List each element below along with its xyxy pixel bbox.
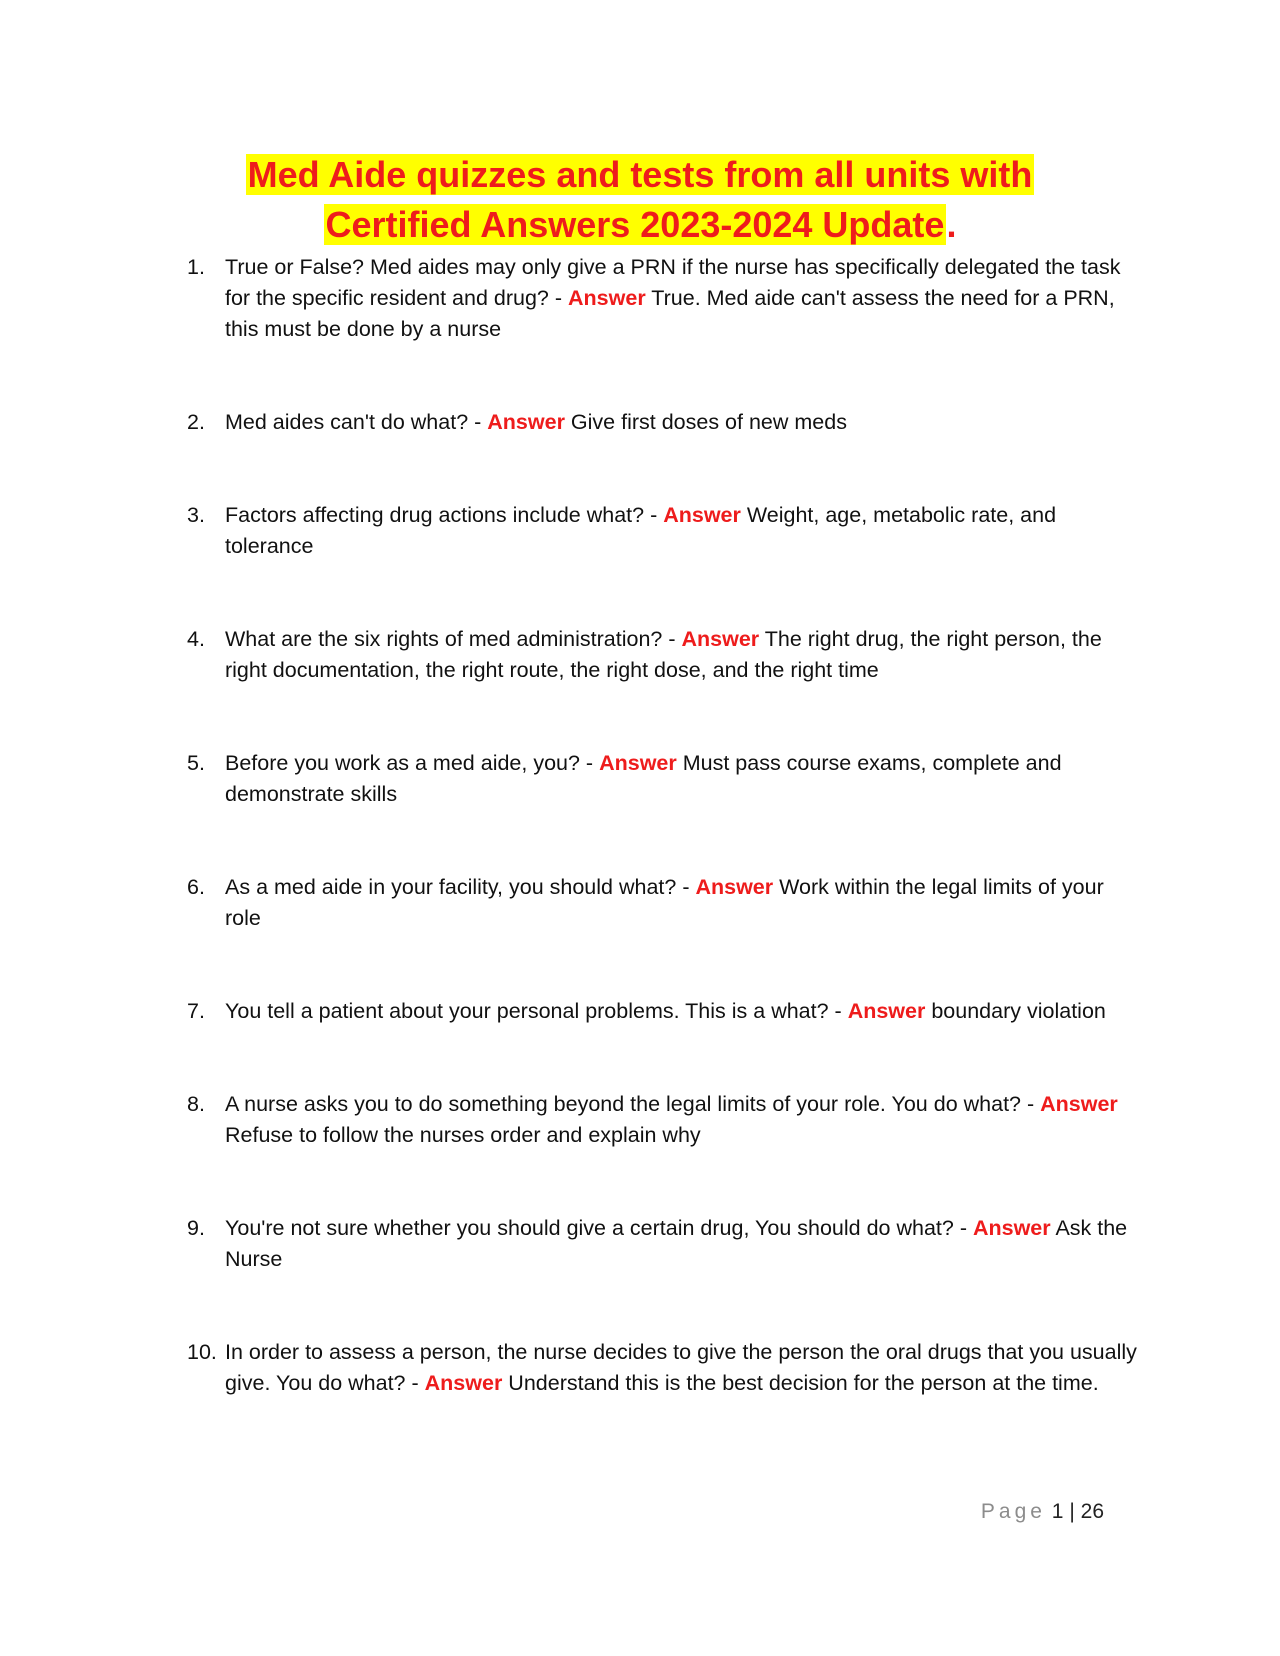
question-text: A nurse asks you to do something beyond the legal limits of your role. You do what? - [225, 1092, 1035, 1116]
answer-label: Answer [568, 286, 646, 310]
answer-text: boundary violation [931, 999, 1106, 1023]
question-item [187, 872, 1142, 934]
answer-label: Answer [487, 410, 565, 434]
page-footer [981, 1500, 1104, 1524]
question-number: 2. [187, 410, 205, 434]
question-number: 1. [187, 255, 205, 279]
answer-label: Answer [695, 875, 774, 899]
answer-text: Must pass course exams, complete and demonstrate skills [225, 751, 1062, 806]
answer-text: True. Med aide can't assess the need for a PRN, this must be done by a nurse [225, 286, 1115, 341]
answer-text: Work within the legal limits of your role [225, 875, 1104, 930]
question-item [187, 1213, 1142, 1275]
question-item [187, 996, 1142, 1027]
question-item [187, 252, 1142, 345]
question-text: You're not sure whether you should give a certain drug, You should do what? - [225, 1216, 967, 1240]
question-text: Med aides can't do what? - [225, 410, 482, 434]
page-separator: | [1069, 1500, 1075, 1523]
question-number: 7. [187, 999, 205, 1023]
question-text: In order to assess a person, the nurse decides to give the person the oral drugs that you usually give. You do what? - [225, 1340, 1137, 1395]
answer-label: Answer [681, 627, 760, 651]
answer-text: Weight, age, metabolic rate, and tolerance [225, 503, 1057, 558]
title-period: . [946, 204, 957, 245]
answer-label: Answer [599, 751, 677, 775]
question-item [187, 624, 1142, 686]
answer-text: Refuse to follow the nurses order and explain why [225, 1123, 701, 1147]
question-text: As a med aide in your facility, you should what? - [225, 875, 690, 899]
answer-text: Ask the Nurse [225, 1216, 1128, 1271]
question-number: 6. [187, 875, 205, 899]
question-text: What are the six rights of med administration? - [225, 627, 676, 651]
question-number: 10. [187, 1340, 217, 1364]
question-number: 3. [187, 503, 205, 527]
answer-label: Answer [847, 999, 926, 1023]
question-item [187, 1337, 1142, 1399]
question-list [187, 252, 1142, 1461]
answer-text: Give first doses of new meds [570, 410, 847, 434]
question-text: True or False? Med aides may only give a PRN if the nurse has specifically delegated the task for the specific resident and drug? - [225, 255, 1121, 310]
answer-text: The right drug, the right person, the right documentation, the right route, the right dose, and the right time [225, 627, 1102, 682]
answer-text: Understand this is the best decision for the person at the time. [508, 1371, 1099, 1395]
question-item [187, 500, 1142, 562]
page-current: 1 [1051, 1500, 1064, 1523]
question-item [187, 1089, 1142, 1151]
title-line-2: Certified Answers 2023-2024 Update [325, 204, 945, 245]
answer-label: Answer [663, 503, 741, 527]
page-total: 26 [1080, 1500, 1104, 1523]
answer-label: Answer [972, 1216, 1051, 1240]
question-item [187, 748, 1142, 810]
question-text: You tell a patient about your personal problems. This is a what? - [225, 999, 842, 1023]
answer-label: Answer [424, 1371, 503, 1395]
question-text: Factors affecting drug actions include what? - [225, 503, 658, 527]
question-number: 5. [187, 751, 205, 775]
title-line-1: Med Aide quizzes and tests from all units with [247, 154, 1033, 195]
document-title [0, 150, 1280, 250]
page-word: Page [980, 1500, 1046, 1523]
question-number: 4. [187, 627, 205, 651]
question-number: 8. [187, 1092, 205, 1116]
question-item [187, 407, 1142, 438]
question-number: 9. [187, 1216, 205, 1240]
question-text: Before you work as a med aide, you? - [225, 751, 594, 775]
answer-label: Answer [1040, 1092, 1118, 1116]
